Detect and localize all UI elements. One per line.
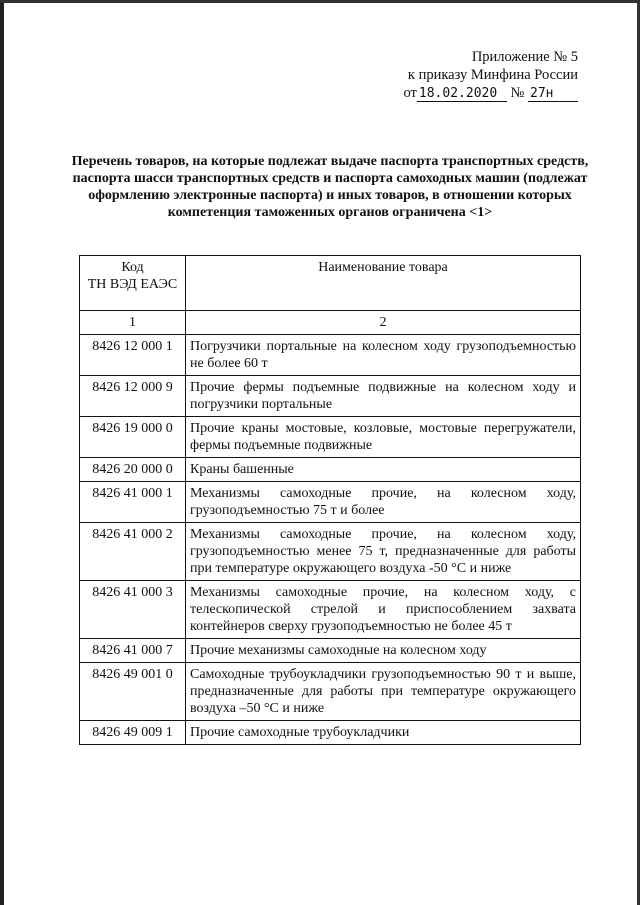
goods-name: Самоходные трубоукладчики грузоподъемностью 90 т и выше, предназначенные для работы при температуре окружающего воздуха –50 °C и ниже xyxy=(186,663,581,721)
table-row xyxy=(80,417,581,458)
goods-name: Прочие краны мостовые, козловые, мостовые перегружатели, фермы подъемные подвижные xyxy=(186,417,581,458)
document-title: Перечень товаров, на которые подлежат выдаче паспорта транспортных средств, паспорта шасси транспортных средств и паспорта самоходных машин (подлежат оформлению электронные паспорта) и иных товаров, в отношении которых компетенция таможенных органов ограничена <1> xyxy=(71,154,589,220)
goods-name: Механизмы самоходные прочие, на колесном ходу, грузоподъемностью менее 75 т, предназначенные для работы при температуре окружающего воздуха -50 °C и ниже xyxy=(186,523,581,581)
goods-table xyxy=(79,255,581,745)
goods-name: Погрузчики портальные на колесном ходу грузоподъемностью не более 60 т xyxy=(186,335,581,376)
goods-name: Механизмы самоходные прочие, на колесном ходу, грузоподъемностью 75 т и более xyxy=(186,482,581,523)
number-prefix: № xyxy=(510,85,525,101)
table-row xyxy=(80,376,581,417)
tnved-code: 8426 49 001 0 xyxy=(80,663,186,721)
column-number-row xyxy=(80,311,581,335)
date-prefix: от xyxy=(403,85,417,101)
order-date-line xyxy=(404,84,579,102)
column-number-2: 2 xyxy=(186,311,581,335)
order-date-field: 18.02.2020 xyxy=(417,86,507,102)
header-name-cell: Наименование товара xyxy=(186,256,581,311)
table-row xyxy=(80,335,581,376)
goods-name: Краны башенные xyxy=(186,458,581,482)
scan-edge-top xyxy=(0,0,640,3)
table-row xyxy=(80,639,581,663)
goods-name: Прочие механизмы самоходные на колесном ходу xyxy=(186,639,581,663)
tnved-code: 8426 41 000 1 xyxy=(80,482,186,523)
header-code-cell xyxy=(80,256,186,311)
appendix-header xyxy=(404,48,579,102)
goods-name: Прочие фермы подъемные подвижные на колесном ходу и погрузчики портальные xyxy=(186,376,581,417)
tnved-code: 8426 12 000 9 xyxy=(80,376,186,417)
table-row xyxy=(80,581,581,639)
appendix-number: Приложение № 5 xyxy=(471,49,578,65)
table-row xyxy=(80,482,581,523)
table-row xyxy=(80,458,581,482)
tnved-code: 8426 41 000 7 xyxy=(80,639,186,663)
column-number-1: 1 xyxy=(80,311,186,335)
tnved-code: 8426 41 000 2 xyxy=(80,523,186,581)
header-code-system: ТН ВЭД ЕАЭС xyxy=(87,277,178,292)
tnved-code: 8426 20 000 0 xyxy=(80,458,186,482)
order-reference: к приказу Минфина России xyxy=(407,67,578,83)
scan-edge-left xyxy=(0,0,4,905)
order-number-field: 27н xyxy=(528,86,578,102)
tnved-code: 8426 49 009 1 xyxy=(80,721,186,745)
table-row xyxy=(80,721,581,745)
tnved-code: 8426 19 000 0 xyxy=(80,417,186,458)
header-code-label: Код xyxy=(121,260,144,275)
goods-name: Механизмы самоходные прочие, на колесном ходу, с телескопической стрелой и приспособлением захвата контейнеров сверху грузоподъемностью не более 45 т xyxy=(186,581,581,639)
table-row xyxy=(80,663,581,721)
goods-name: Прочие самоходные трубоукладчики xyxy=(186,721,581,745)
tnved-code: 8426 12 000 1 xyxy=(80,335,186,376)
table-row xyxy=(80,523,581,581)
tnved-code: 8426 41 000 3 xyxy=(80,581,186,639)
table-header-row xyxy=(80,256,581,311)
